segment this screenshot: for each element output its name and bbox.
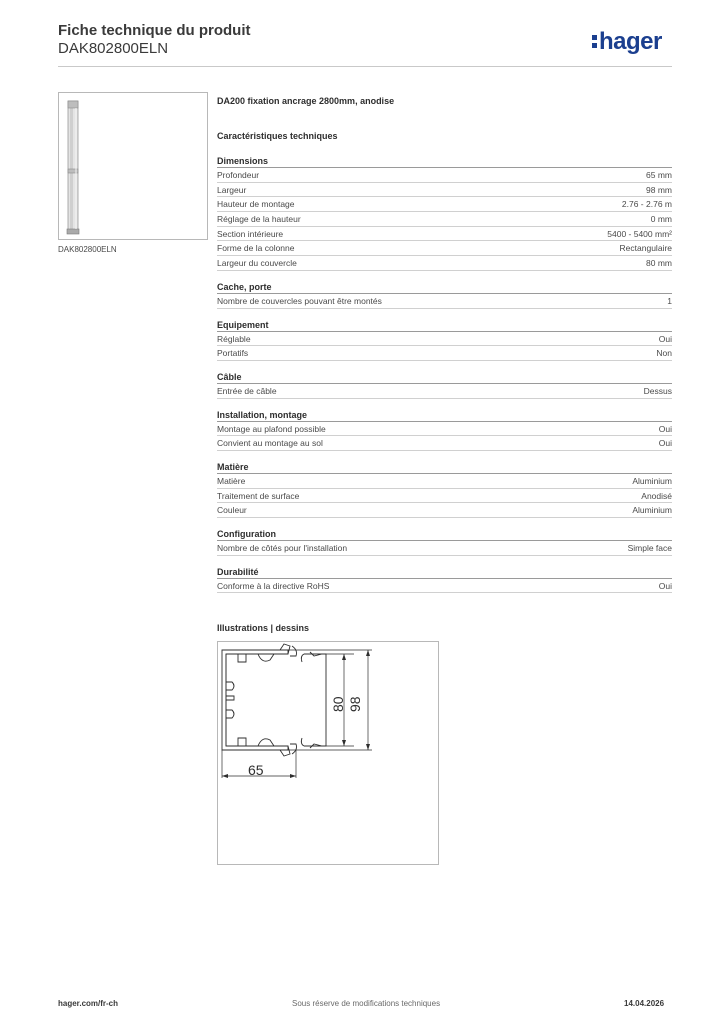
spec-label: Couleur (217, 505, 247, 516)
spec-row (217, 474, 672, 489)
spec-section-title: Durabilité (217, 566, 672, 579)
spec-label: Matière (217, 475, 246, 486)
spec-value: 2.76 - 2.76 m (621, 199, 672, 210)
product-image-caption: DAK802800ELN (58, 245, 117, 254)
spec-section (217, 319, 672, 361)
spec-value: Rectangulaire (619, 243, 672, 254)
spec-label: Largeur du couvercle (217, 258, 297, 269)
product-image-frame (58, 92, 208, 240)
spec-value: Aluminium (632, 505, 672, 516)
product-reference: DAK802800ELN (58, 40, 169, 57)
spec-label: Nombre de côtés pour l'installation (217, 543, 348, 553)
spec-value: Anodisé (641, 490, 672, 501)
spec-value: Aluminium (632, 475, 672, 486)
spec-value: Oui (658, 438, 672, 449)
product-description: DA200 fixation ancrage 2800mm, anodise (217, 96, 395, 106)
spec-row (217, 183, 672, 198)
spec-label: Portatifs (217, 348, 249, 359)
spec-section-title: Matière (217, 461, 672, 474)
spec-section (217, 371, 672, 399)
spec-row (217, 332, 672, 347)
spec-section (217, 281, 672, 309)
spec-sections (217, 155, 672, 603)
spec-row (217, 503, 672, 518)
footer-website: hager.com/fr-ch (58, 999, 119, 1008)
spec-row (217, 489, 672, 504)
spec-value: 80 mm (646, 258, 672, 269)
dimension-width-label: 65 (248, 762, 264, 778)
logo-text: hager (599, 28, 662, 55)
hager-logo (592, 28, 662, 56)
spec-section-title: Installation, montage (217, 409, 672, 422)
page-title: Fiche technique du produit (58, 22, 251, 39)
spec-label: Forme de la colonne (217, 243, 295, 254)
spec-label: Nombre de couvercles pouvant être montés (217, 295, 382, 306)
spec-section (217, 155, 672, 271)
spec-section-title: Equipement (217, 319, 672, 332)
spec-row (217, 436, 672, 451)
spec-value: 98 mm (646, 184, 672, 195)
spec-label: Convient au montage au sol (217, 438, 323, 449)
spec-section-title: Cache, porte (217, 281, 672, 294)
spec-label: Traitement de surface (217, 490, 300, 501)
header-divider (58, 66, 672, 67)
spec-section-title: Câble (217, 371, 672, 384)
spec-label: Conforme à la directive RoHS (217, 580, 330, 591)
footer-date: 14.04.2026 (624, 999, 665, 1008)
product-column-image (59, 93, 209, 241)
spec-value: 65 mm (646, 170, 672, 180)
dimension-inner-label: 80 (330, 696, 346, 712)
spec-value: Simple face (627, 543, 672, 553)
spec-row (217, 294, 672, 309)
cross-section-drawing (218, 642, 440, 866)
spec-value: Oui (658, 333, 672, 344)
spec-label: Hauteur de montage (217, 199, 295, 210)
spec-row (217, 241, 672, 256)
spec-row (217, 579, 672, 594)
spec-row (217, 197, 672, 212)
footer-note: Sous réserve de modifications techniques (292, 999, 441, 1008)
spec-label: Profondeur (217, 170, 260, 180)
spec-row (217, 422, 672, 437)
spec-row (217, 227, 672, 242)
spec-section (217, 566, 672, 594)
spec-value: Dessus (643, 385, 672, 396)
dimension-outer-label: 98 (347, 696, 363, 712)
spec-section (217, 528, 672, 556)
spec-row (217, 541, 672, 556)
spec-value: 0 mm (650, 214, 672, 225)
spec-value: Oui (658, 580, 672, 591)
logo-dots-icon (592, 28, 598, 50)
spec-row (217, 168, 672, 183)
spec-section (217, 409, 672, 451)
spec-label: Section intérieure (217, 228, 284, 239)
spec-section-title: Dimensions (217, 155, 672, 168)
spec-row (217, 256, 672, 271)
spec-label: Entrée de câble (217, 385, 277, 396)
spec-label: Réglable (217, 333, 251, 344)
illustrations-title: Illustrations | dessins (217, 623, 310, 633)
spec-label: Réglage de la hauteur (217, 214, 301, 225)
spec-row (217, 346, 672, 361)
spec-label: Montage au plafond possible (217, 423, 326, 434)
illustration-frame (217, 641, 439, 865)
specs-title: Caractéristiques techniques (217, 131, 338, 141)
spec-value: Non (656, 348, 672, 359)
spec-section-title: Configuration (217, 528, 672, 541)
spec-label: Largeur (217, 184, 247, 195)
spec-value: Oui (658, 423, 672, 434)
spec-value: 5400 - 5400 mm² (607, 228, 672, 239)
spec-value: 1 (667, 295, 672, 306)
spec-row (217, 212, 672, 227)
spec-row (217, 384, 672, 399)
spec-section (217, 461, 672, 518)
